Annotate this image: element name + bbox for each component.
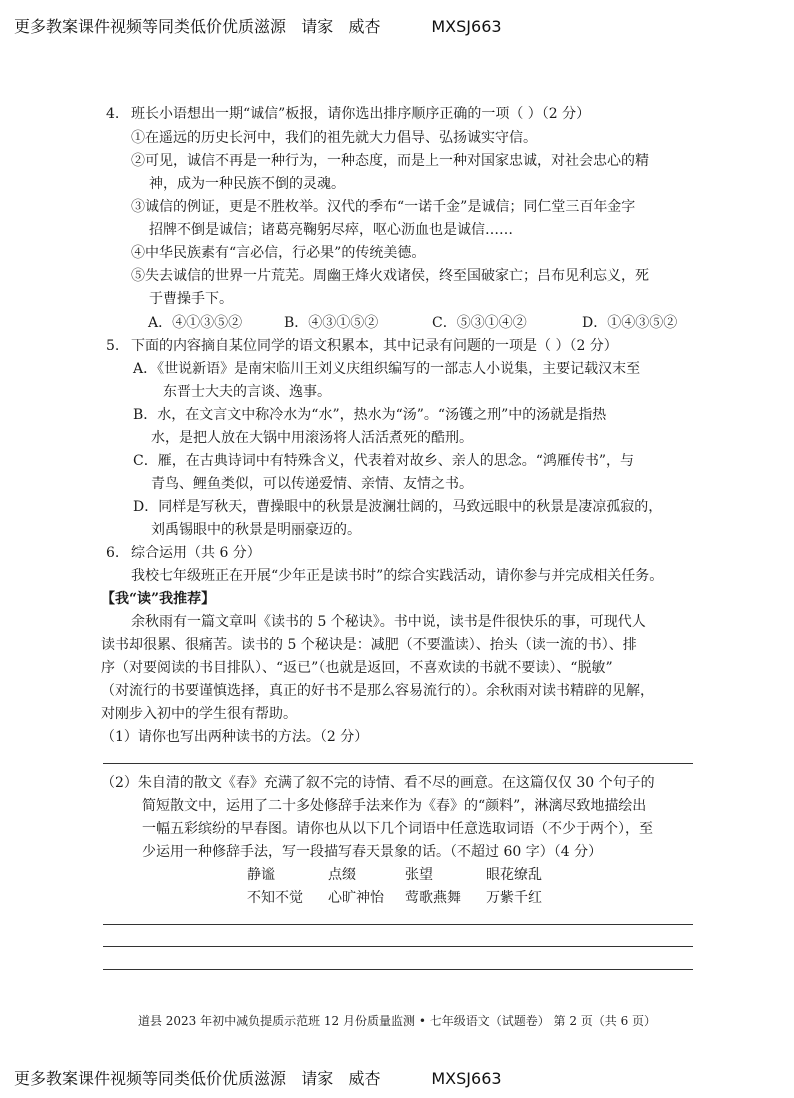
option-c: C．雁，在古典诗词中有特殊含义，代表着对故乡、亲人的思念。“鸿雁传书”，与 xyxy=(133,453,635,469)
sentence-2-cont: 神，成为一种民族不倒的灵魂。 xyxy=(149,176,345,192)
sub-question-2: （2）朱自清的散文《春》充满了叙不完的诗情、看不尽的画意。在这篇仅仅 30 个句子的 xyxy=(101,775,655,791)
option-b-cont: 水，是把人放在大锅中用滚汤将人活活煮死的酷刑。 xyxy=(151,430,473,446)
passage-line: 读书却很累、很痛苦。读书的 5 个秘诀是：减肥（不要滥读）、抬头（读一流的书）、排 xyxy=(101,637,637,653)
section-heading: 【我“读”我推荐】 xyxy=(101,591,216,607)
passage-line: （对流行的书要谨慎选择，真正的好书不是那么容易流行的）。余秋雨对读书精辟的见解， xyxy=(101,683,654,699)
activity-intro: 我校七年级班正在开展“少年正是读书时”的综合实践活动，请你参与并完成相关任务。 xyxy=(131,568,664,584)
passage-line: 余秋雨有一篇文章叫《读书的 5 个秘诀》。书中说，读书是件很快乐的事，可现代人 xyxy=(131,614,646,630)
page-footer: 道县 2023 年初中减负提质示范班 12 月份质量监测 • 七年级语文（试题卷） 第 2 页（共 6 页） xyxy=(137,1014,657,1028)
word-item: 不知不觉 xyxy=(247,890,303,906)
word-bank xyxy=(247,864,587,910)
passage-line: 对刚步入初中的学生很有帮助。 xyxy=(101,706,297,722)
question-stem: 下面的内容摘自某位同学的语文积累本，其中记录有问题的一项是（ ）（2 分） xyxy=(131,338,618,354)
word-item: 静谧 xyxy=(247,867,275,883)
answer-line[interactable] xyxy=(103,969,693,970)
sentence-5-cont: 于曹操手下。 xyxy=(149,291,233,307)
option-a-cont: 东晋士大夫的言谈、逸事。 xyxy=(163,384,331,400)
word-item: 点缀 xyxy=(328,867,356,883)
option-d-cont: 刘禹锡眼中的秋景是明丽豪迈的。 xyxy=(151,522,361,538)
header-banner: 更多教案课件视频等同类低价优质滋源 请家 威杏 MXSJ663 xyxy=(14,17,502,36)
word-item: 张望 xyxy=(405,867,433,883)
question-title: 综合运用（共 6 分） xyxy=(131,545,261,561)
passage-line: 序（对要阅读的书目排队）、“返已”（也就是返回，不喜欢读的书就不要读）、“脱敏” xyxy=(101,660,613,676)
footer-banner: 更多教案课件视频等同类低价优质滋源 请家 威杏 MXSJ663 xyxy=(14,1069,502,1088)
answer-line[interactable] xyxy=(103,946,693,947)
answer-line[interactable] xyxy=(103,924,693,925)
word-item: 眼花缭乱 xyxy=(486,867,542,883)
question-number: 5. xyxy=(106,338,120,354)
sub-question-2-cont: 少运用一种修辞手法，写一段描写春天景象的话。（不超过 60 字）（4 分） xyxy=(142,844,603,860)
option-d: D．①④③⑤② xyxy=(582,315,678,331)
answer-line[interactable] xyxy=(103,763,693,764)
option-d: D．同样是写秋天，曹操眼中的秋景是波澜壮阔的，马致远眼中的秋景是凄凉孤寂的， xyxy=(133,499,663,515)
option-c-cont: 青鸟、鲤鱼类似，可以传递爱情、亲情、友情之书。 xyxy=(151,476,473,492)
word-item: 莺歌燕舞 xyxy=(405,890,461,906)
option-b: B．④③①⑤② xyxy=(284,315,379,331)
sentence-4: ④中华民族素有“言必信，行必果”的传统美德。 xyxy=(131,245,426,261)
sentence-3: ③诚信的例证，更是不胜枚举。汉代的季布“一诺千金”是诚信；同仁堂三百年金字 xyxy=(131,199,636,215)
word-item: 万紫千红 xyxy=(486,890,542,906)
question-number: 6. xyxy=(106,545,120,561)
sub-question-2-cont: 一幅五彩缤纷的早春图。请你也从以下几个词语中任意选取词语（不少于两个），至 xyxy=(142,821,653,837)
option-a: A．④①③⑤② xyxy=(148,315,243,331)
word-item: 心旷神怡 xyxy=(328,890,384,906)
sentence-5: ⑤失去诚信的世界一片荒芜。周幽王烽火戏诸侯，终至国破家亡；吕布见利忘义，死 xyxy=(131,268,649,284)
question-number: 4. xyxy=(106,106,120,122)
sub-question-2-cont: 简短散文中，运用了二十多处修辞手法来作为《春》的“颜料”，淋漓尽致地描绘出 xyxy=(142,798,647,814)
option-b: B．水，在文言文中称冷水为“水”，热水为“汤”。“汤镬之刑”中的汤就是指热 xyxy=(133,407,607,423)
question-stem: 班长小语想出一期“诚信”板报，请你选出排序顺序正确的一项（ ）（2 分） xyxy=(131,106,591,122)
sentence-3-cont: 招牌不倒是诚信；诸葛亮鞠躬尽瘁，呕心沥血也是诚信…… xyxy=(149,222,513,238)
option-c: C．⑤③①④② xyxy=(432,315,527,331)
option-a: A．《世说新语》是南宋临川王刘义庆组织编写的一部志人小说集，主要记载汉末至 xyxy=(133,361,641,377)
sentence-2: ②可见，诚信不再是一种行为，一种态度，而是上一种对国家忠诚，对社会忠心的精 xyxy=(131,153,649,169)
sentence-1: ①在遥远的历史长河中，我们的祖先就大力倡导、弘扬诚实守信。 xyxy=(131,130,537,146)
sub-question-1: （1）请你也写出两种读书的方法。（2 分） xyxy=(101,729,369,745)
